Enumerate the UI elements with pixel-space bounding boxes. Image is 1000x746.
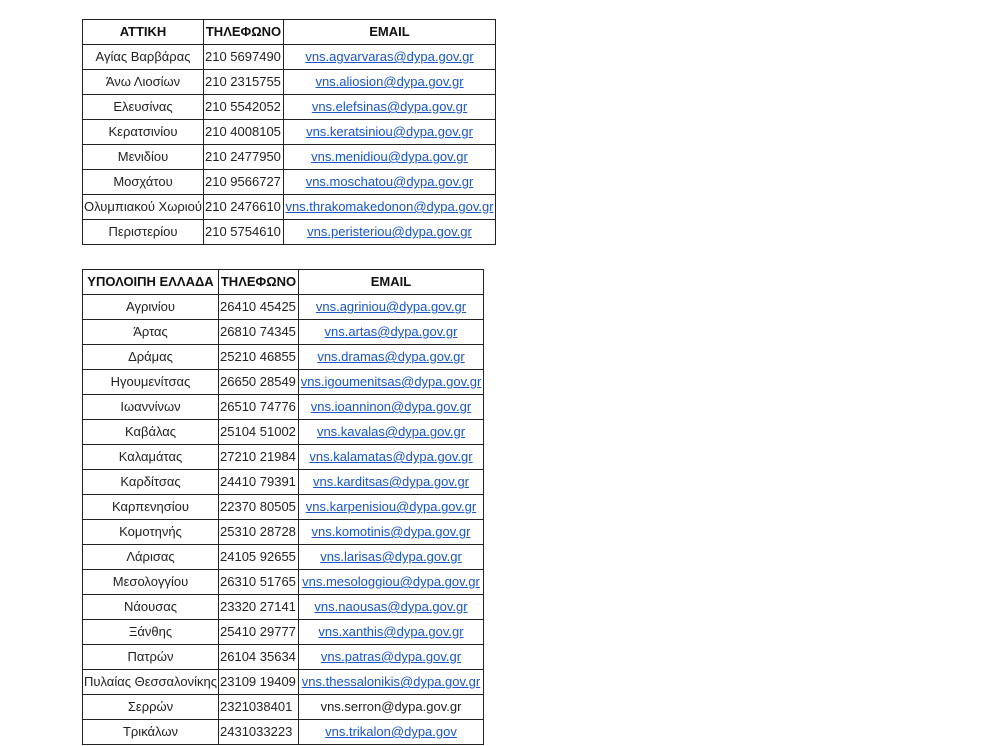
table-row <box>83 670 484 695</box>
email-link[interactable]: vns.karditsas@dypa.gov.gr <box>312 474 470 489</box>
phone-cell: 26650 28549 <box>219 370 299 395</box>
region-column-header: ΑΤΤΙΚΗ <box>83 20 204 45</box>
email-cell <box>299 595 484 620</box>
phone-cell: 210 9566727 <box>204 170 284 195</box>
phone-cell: 22370 80505 <box>219 495 299 520</box>
table-row <box>83 595 484 620</box>
email-link[interactable]: vns.karpenisiou@dypa.gov.gr <box>305 499 477 514</box>
region-column-header: ΥΠΟΛΟΙΠΗ ΕΛΛΑΔΑ <box>83 270 219 295</box>
email-link[interactable]: vns.aliosion@dypa.gov.gr <box>315 74 464 89</box>
phone-cell: 24410 79391 <box>219 470 299 495</box>
email-cell <box>299 520 484 545</box>
email-link[interactable]: vns.thrakomakedonon@dypa.gov.gr <box>285 199 494 214</box>
email-link[interactable]: vns.larisas@dypa.gov.gr <box>320 549 462 564</box>
office-name-cell: Άρτας <box>83 320 219 345</box>
phone-cell: 210 4008105 <box>204 120 284 145</box>
phone-cell: 26510 74776 <box>219 395 299 420</box>
office-name-cell: Μενιδίου <box>83 145 204 170</box>
email-cell <box>299 445 484 470</box>
phone-cell: 23109 19409 <box>219 670 299 695</box>
email-link[interactable]: vns.mesologgiou@dypa.gov.gr <box>302 574 480 589</box>
office-name-cell: Καρδίτσας <box>83 470 219 495</box>
rest-of-greece-contacts-table <box>82 269 484 745</box>
table-row <box>83 545 484 570</box>
table-row <box>83 645 484 670</box>
phone-cell: 26810 74345 <box>219 320 299 345</box>
email-cell <box>299 345 484 370</box>
table-row <box>83 395 484 420</box>
phone-cell: 25410 29777 <box>219 620 299 645</box>
email-cell <box>299 670 484 695</box>
table-header-row <box>83 20 496 45</box>
phone-cell: 23320 27141 <box>219 595 299 620</box>
email-link[interactable]: vns.komotinis@dypa.gov.gr <box>311 524 471 539</box>
phone-cell: 2431033223 <box>219 720 299 745</box>
email-link[interactable]: vns.ioanninon@dypa.gov.gr <box>310 399 472 414</box>
email-cell <box>284 45 496 70</box>
email-link[interactable]: vns.agriniou@dypa.gov.gr <box>315 299 467 314</box>
phone-cell: 210 5542052 <box>204 95 284 120</box>
email-cell <box>299 395 484 420</box>
office-name-cell: Λάρισας <box>83 545 219 570</box>
email-cell <box>299 320 484 345</box>
office-name-cell: Αγίας Βαρβάρας <box>83 45 204 70</box>
phone-cell: 26310 51765 <box>219 570 299 595</box>
email-link[interactable]: vns.igoumenitsas@dypa.gov.gr <box>300 374 482 389</box>
email-link[interactable]: vns.thessalonikis@dypa.gov.gr <box>301 674 481 689</box>
email-link[interactable]: vns.naousas@dypa.gov.gr <box>314 599 468 614</box>
phone-cell: 25310 28728 <box>219 520 299 545</box>
office-name-cell: Ξάνθης <box>83 620 219 645</box>
phone-cell: 210 5697490 <box>204 45 284 70</box>
phone-cell: 210 2476610 <box>204 195 284 220</box>
phone-cell: 2321038401 <box>219 695 299 720</box>
email-link[interactable]: vns.peristeriou@dypa.gov.gr <box>307 224 472 239</box>
office-name-cell: Πατρών <box>83 645 219 670</box>
office-name-cell: Μεσολογγίου <box>83 570 219 595</box>
table-header-row <box>83 270 484 295</box>
table-row <box>83 620 484 645</box>
email-cell <box>299 545 484 570</box>
phone-cell: 27210 21984 <box>219 445 299 470</box>
email-cell <box>284 195 496 220</box>
table-row <box>83 420 484 445</box>
office-name-cell: Άνω Λιοσίων <box>83 70 204 95</box>
table-row <box>83 370 484 395</box>
email-cell <box>299 495 484 520</box>
table-row <box>83 220 496 245</box>
table-row <box>83 295 484 320</box>
email-cell <box>284 170 496 195</box>
phone-cell: 25210 46855 <box>219 345 299 370</box>
email-cell <box>299 420 484 445</box>
table-row <box>83 695 484 720</box>
phone-cell: 26410 45425 <box>219 295 299 320</box>
phone-cell: 25104 51002 <box>219 420 299 445</box>
phone-cell: 210 5754610 <box>204 220 284 245</box>
email-column-header: EMAIL <box>299 270 484 295</box>
office-name-cell: Κερατσινίου <box>83 120 204 145</box>
table-row <box>83 320 484 345</box>
email-cell <box>299 620 484 645</box>
email-link[interactable]: vns.kalamatas@dypa.gov.gr <box>309 449 473 464</box>
email-cell <box>299 470 484 495</box>
office-name-cell: Τρικάλων <box>83 720 219 745</box>
email-cell <box>299 645 484 670</box>
rest-of-greece-table-body <box>83 295 484 745</box>
office-name-cell: Περιστερίου <box>83 220 204 245</box>
phone-cell: 26104 35634 <box>219 645 299 670</box>
email-link[interactable]: vns.agvarvaras@dypa.gov.gr <box>305 49 474 64</box>
phone-cell: 210 2477950 <box>204 145 284 170</box>
phone-column-header: ΤΗΛΕΦΩΝΟ <box>204 20 284 45</box>
table-row <box>83 95 496 120</box>
office-name-cell: Καλαμάτας <box>83 445 219 470</box>
attica-table-body <box>83 45 496 245</box>
email-link[interactable]: vns.elefsinas@dypa.gov.gr <box>311 99 468 114</box>
table-row <box>83 720 484 745</box>
phone-cell: 24105 92655 <box>219 545 299 570</box>
email-cell <box>299 695 484 720</box>
email-cell <box>284 70 496 95</box>
office-name-cell: Καρπενησίου <box>83 495 219 520</box>
email-text: vns.serron@dypa.gov.gr <box>320 699 462 714</box>
email-cell <box>284 145 496 170</box>
email-link[interactable]: vns.menidiou@dypa.gov.gr <box>311 149 468 164</box>
email-cell <box>299 370 484 395</box>
email-link[interactable]: vns.xanthis@dypa.gov.gr <box>318 624 464 639</box>
email-cell <box>284 95 496 120</box>
office-name-cell: Κομοτηνής <box>83 520 219 545</box>
email-link[interactable]: vns.kavalas@dypa.gov.gr <box>316 424 466 439</box>
email-cell <box>299 295 484 320</box>
table-row <box>83 145 496 170</box>
email-cell <box>284 120 496 145</box>
office-name-cell: Ολυμπιακού Χωριού <box>83 195 204 220</box>
office-name-cell: Ηγουμενίτσας <box>83 370 219 395</box>
office-name-cell: Νάουσας <box>83 595 219 620</box>
table-row <box>83 70 496 95</box>
office-name-cell: Ιωαννίνων <box>83 395 219 420</box>
email-link[interactable]: vns.artas@dypa.gov.gr <box>324 324 458 339</box>
office-name-cell: Αγρινίου <box>83 295 219 320</box>
office-name-cell: Σερρών <box>83 695 219 720</box>
email-link[interactable]: vns.patras@dypa.gov.gr <box>320 649 462 664</box>
email-column-header: EMAIL <box>284 20 496 45</box>
office-name-cell: Καβάλας <box>83 420 219 445</box>
table-row <box>83 345 484 370</box>
email-cell <box>299 720 484 745</box>
phone-cell: 210 2315755 <box>204 70 284 95</box>
email-link[interactable]: vns.trikalon@dypa.gov <box>325 724 457 739</box>
email-link[interactable]: vns.keratsiniou@dypa.gov.gr <box>306 124 473 139</box>
office-name-cell: Ελευσίνας <box>83 95 204 120</box>
table-row <box>83 520 484 545</box>
table-row <box>83 120 496 145</box>
table-row <box>83 45 496 70</box>
office-name-cell: Μοσχάτου <box>83 170 204 195</box>
office-name-cell: Πυλαίας Θεσσαλονίκης <box>83 670 219 695</box>
table-row <box>83 170 496 195</box>
phone-column-header: ΤΗΛΕΦΩΝΟ <box>219 270 299 295</box>
email-cell <box>284 220 496 245</box>
table-row <box>83 495 484 520</box>
table-row <box>83 195 496 220</box>
table-row <box>83 570 484 595</box>
email-link[interactable]: vns.moschatou@dypa.gov.gr <box>305 174 474 189</box>
office-name-cell: Δράμας <box>83 345 219 370</box>
table-row <box>83 470 484 495</box>
table-row <box>83 445 484 470</box>
attica-contacts-table <box>82 19 496 245</box>
email-link[interactable]: vns.dramas@dypa.gov.gr <box>317 349 465 364</box>
email-cell <box>299 570 484 595</box>
